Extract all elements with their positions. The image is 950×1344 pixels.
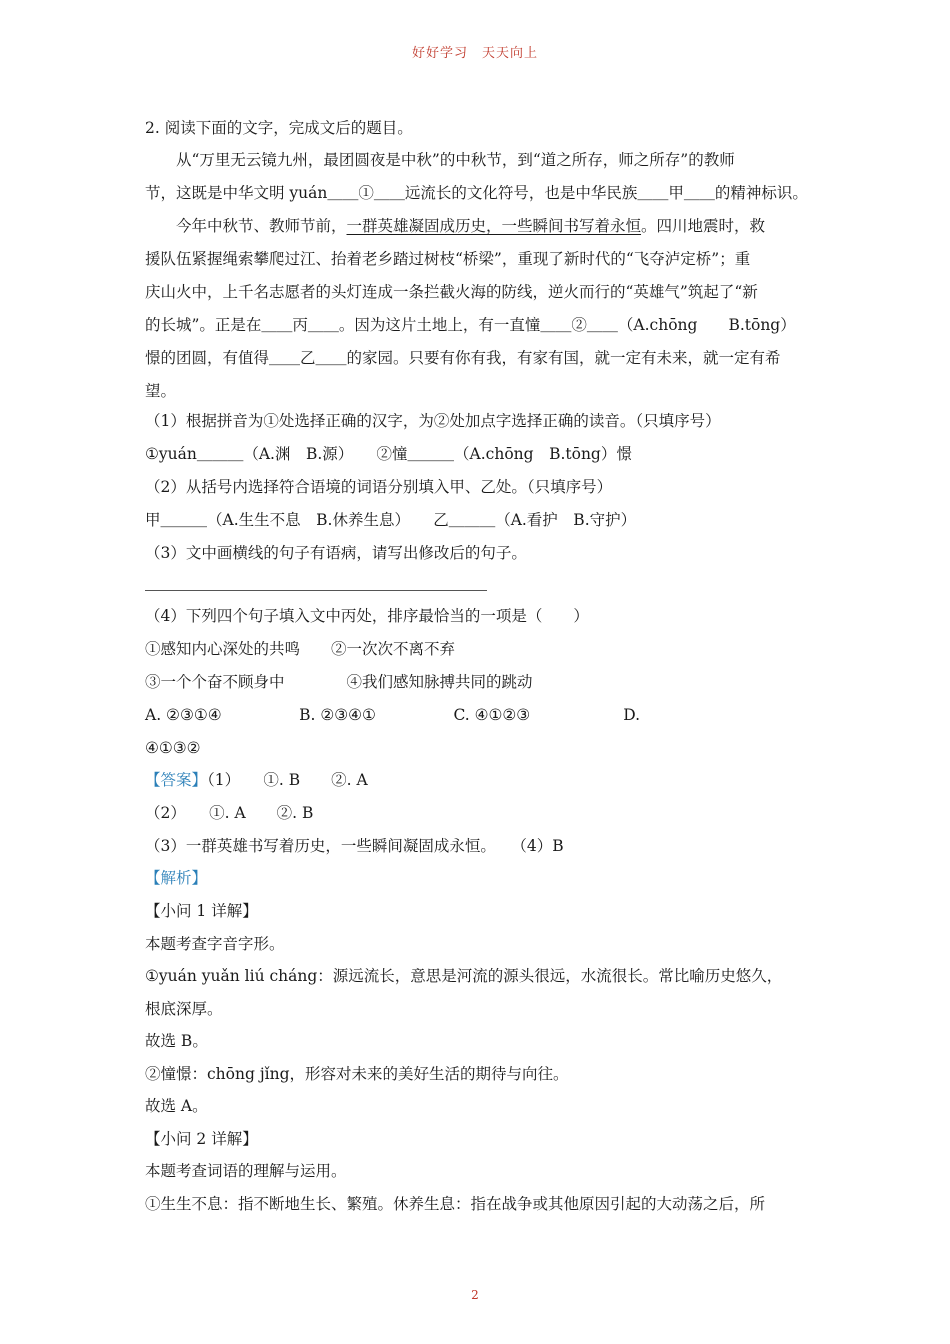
passage-line: 节，这既是中华文明 yuán＿＿①＿＿远流长的文化符号，也是中华民族＿＿甲＿＿的精神标识。: [145, 184, 808, 202]
analysis-line: 故选 A。: [145, 1097, 208, 1115]
analysis-line: 本题考查词语的理解与运用。: [145, 1162, 347, 1180]
analysis-heading: 【小问 2 详解】: [145, 1130, 258, 1148]
passage-line: 从“万里无云镜九州，最团圆夜是中秋”的中秋节，到“道之所存，师之所存”的教师: [176, 151, 735, 169]
answer-line: （3）一群英雄书写着历史，一些瞬间凝固成永恒。 （4）B: [145, 837, 564, 855]
sub-question-1: （1）根据拼音为①处选择正确的汉字，为②处加点字选择正确的读音。（只填序号）: [145, 412, 721, 430]
sub-question-1-options: ①yuán＿＿＿（A.渊 B.源） ②憧＿＿＿（A.chōng B.tōng）憬: [145, 445, 632, 463]
analysis-line: ①yuán yuǎn liú cháng：源远流长，意思是河流的源头很远，水流很长。常比喻历史悠久，: [145, 967, 783, 985]
page-number: 2: [471, 1288, 479, 1302]
sentence-options: ①感知内心深处的共鸣 ②一次次不离不弃: [145, 640, 456, 658]
analysis-line: ①生生不息：指不断地生长、繁殖。休养生息：指在战争或其他原因引起的大动荡之后，所: [145, 1195, 766, 1213]
text-after: 。四川地震时，救: [641, 217, 766, 235]
analysis-tag: 【解析】: [145, 869, 208, 887]
passage-line: 的长城”。正是在＿＿丙＿＿。因为这片土地上，有一直憧＿＿②＿＿（A.chōng B.tōng）: [145, 316, 796, 334]
analysis-line: 本题考查字音字形。: [145, 935, 285, 953]
passage-line: 庆山火中，上千名志愿者的头灯连成一条拦截火海的防线，逆火而行的“英雄气”筑起了“新: [145, 283, 758, 301]
analysis-heading: 【小问 1 详解】: [145, 902, 258, 920]
sub-question-2-options: 甲＿＿＿（A.生生不息 B.休养生息） 乙＿＿＿（A.看护 B.守护）: [145, 511, 637, 529]
answer-tag: 【答案】: [145, 771, 208, 789]
page-header: 好好学习 天天向上: [411, 46, 538, 61]
sentence-options: ③一个个奋不顾身中 ④我们感知脉搏共同的跳动: [145, 673, 533, 691]
passage-line: 援队伍紧握绳索攀爬过江、抬着老乡踏过树枝“桥梁”，重现了新时代的“飞夺泸定桥”；重: [145, 250, 751, 268]
passage-line-underlined: [176, 216, 765, 236]
answer-line: （2） ①. A ②. B: [145, 804, 314, 822]
analysis-line: ②憧憬：chōng jǐng，形容对未来的美好生活的期待与向往。: [145, 1065, 569, 1083]
analysis-line: 故选 B。: [145, 1032, 208, 1050]
answer-text: （1） ①. B ②. A: [207, 771, 368, 789]
answer-blank-line: [145, 590, 487, 591]
analysis-line: 根底深厚。: [145, 1000, 223, 1018]
sub-question-3: （3）文中画横线的句子有语病，请写出修改后的句子。: [145, 544, 527, 562]
choice-option-d: ④①③②: [145, 739, 201, 757]
answer-line: [145, 770, 368, 790]
underlined-sentence: 一群英雄凝固成历史，一些瞬间书写着永恒: [346, 217, 642, 235]
sub-question-4: （4）下列四个句子填入文中丙处，排序最恰当的一项是（ ）: [145, 607, 589, 625]
passage-line: 望。: [145, 382, 177, 400]
sub-question-2: （2）从括号内选择符合语境的词语分别填入甲、乙处。（只填序号）: [145, 478, 613, 496]
text-before: 今年中秋节、教师节前，: [176, 217, 347, 235]
passage-line: 憬的团圆，有值得＿＿乙＿＿的家园。只要有你有我，有家有国，就一定有未来，就一定有希: [145, 349, 781, 367]
question-title: 2. 阅读下面的文字，完成文后的题目。: [145, 119, 413, 137]
choice-options: A. ②③①④ B. ②③④① C. ④①②③ D.: [145, 706, 641, 724]
